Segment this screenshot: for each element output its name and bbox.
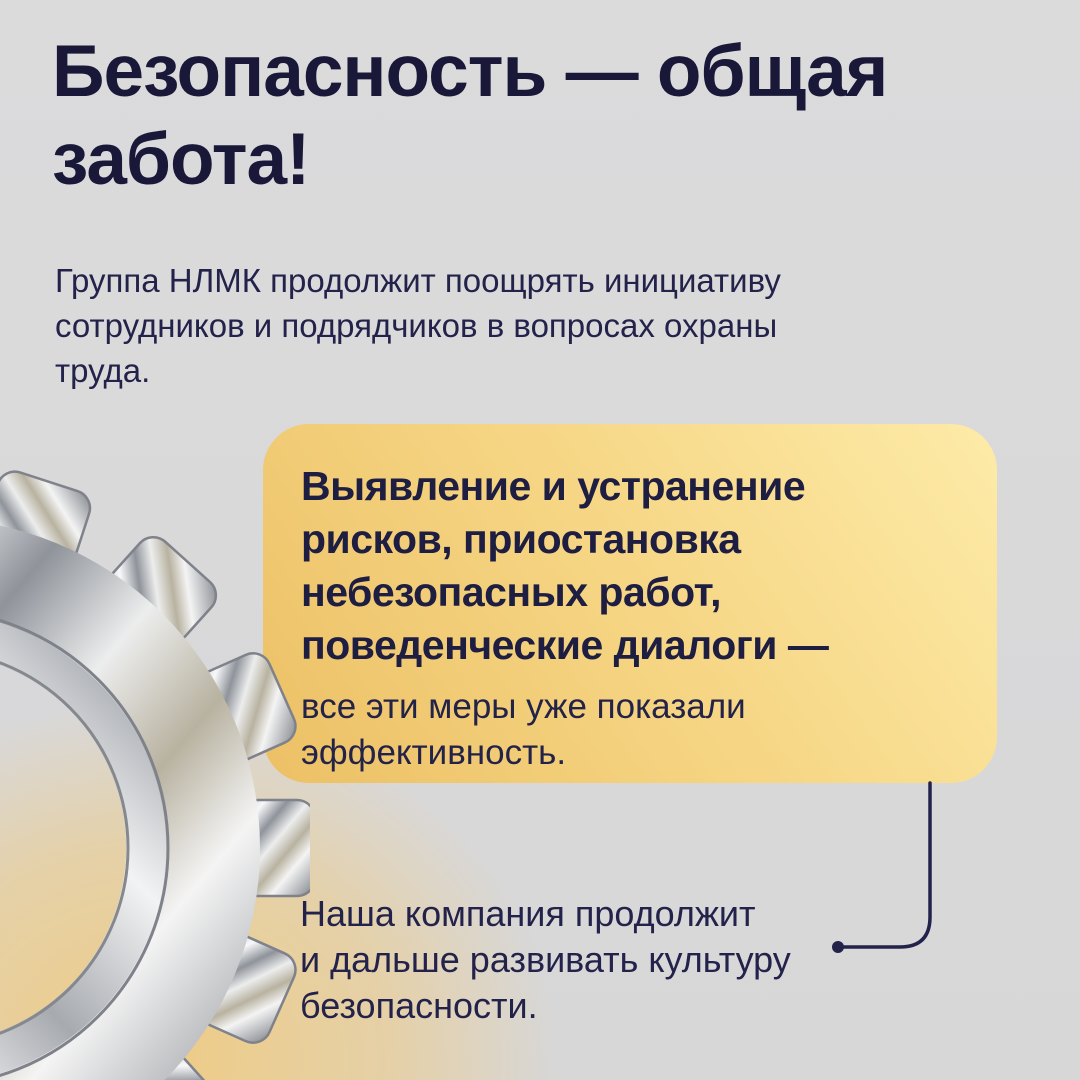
gear-image [0, 428, 310, 1080]
highlight-line: все эти меры уже показали [301, 687, 746, 726]
highlight-bold-text [301, 460, 971, 672]
highlight-line: эффективность. [301, 733, 567, 772]
footer-line: Наша компания продолжит [300, 893, 756, 934]
highlight-line: Выявление и устранение [301, 463, 806, 509]
intro-paragraph [55, 258, 781, 393]
intro-line: Группа НЛМК продолжит поощрять инициативу [55, 262, 781, 299]
connector-dot [832, 941, 844, 953]
highlight-regular-text [301, 684, 971, 776]
footer-line: и дальше развивать культуру [300, 939, 791, 980]
intro-line: сотрудников и подрядчиков в вопросах охраны [55, 307, 778, 344]
footer-line: безопасности. [300, 985, 538, 1026]
page-title-line: забота! [52, 119, 310, 200]
highlight-line: небезопасных работ, [301, 569, 721, 615]
page-title-line: Безопасность — общая [52, 31, 888, 112]
connector-line [828, 781, 948, 959]
page-title [52, 28, 887, 204]
highlight-card [263, 424, 997, 783]
highlight-line: поведенческие диалоги — [301, 622, 829, 668]
intro-line: труда. [55, 352, 151, 389]
footer-note [300, 891, 791, 1029]
highlight-line: рисков, приостановка [301, 516, 741, 562]
